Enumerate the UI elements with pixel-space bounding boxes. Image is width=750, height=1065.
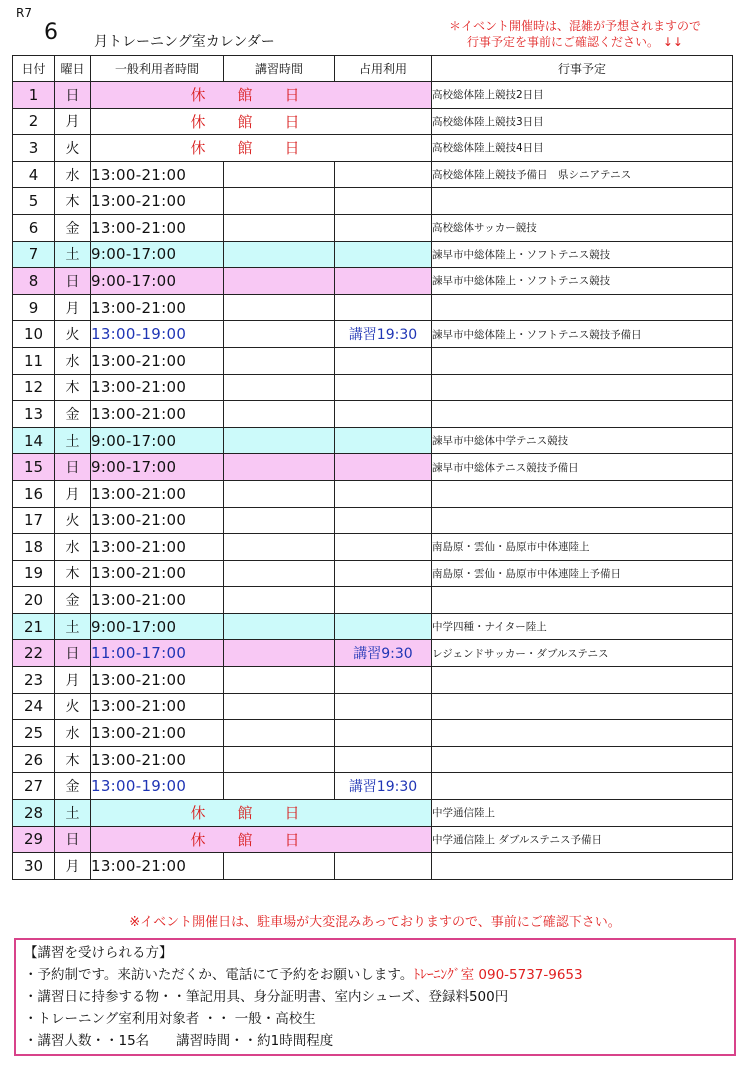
event-cell [432, 693, 733, 720]
general-hours-cell: 13:00-21:00 [91, 188, 224, 215]
event-cell [432, 347, 733, 374]
event-cell [432, 587, 733, 614]
lecture-time-cell [224, 480, 335, 507]
parking-note: ※イベント開催日は、駐車場が大変混みあっておりますので、事前にご確認下さい。 [129, 915, 621, 930]
weekday-cell: 木 [55, 746, 91, 773]
calendar-row [13, 480, 733, 507]
general-hours-cell: 13:00-21:00 [91, 720, 224, 747]
weekday-cell: 土 [55, 800, 91, 827]
lecture-time-cell [224, 374, 335, 401]
weekday-cell: 水 [55, 720, 91, 747]
calendar-row [13, 746, 733, 773]
weekday-cell: 水 [55, 161, 91, 188]
exclusive-use-cell [335, 454, 432, 481]
day-cell: 24 [13, 693, 55, 720]
info-items-to-bring: ・講習日に持参する物・・筆記用具、身分証明書、室内シューズ、登録料500円 [24, 989, 509, 1005]
exclusive-use-cell [335, 427, 432, 454]
lecture-time-cell [224, 401, 335, 428]
era-label: R7 [16, 6, 32, 20]
calendar-row [13, 773, 733, 800]
exclusive-use-cell [335, 401, 432, 428]
general-hours-cell: 13:00-19:00 [91, 773, 224, 800]
event-cell [432, 853, 733, 880]
event-cell [432, 188, 733, 215]
day-cell: 17 [13, 507, 55, 534]
general-hours-cell: 13:00-21:00 [91, 161, 224, 188]
calendar-row [13, 82, 733, 109]
day-cell: 27 [13, 773, 55, 800]
day-cell: 15 [13, 454, 55, 481]
day-cell: 4 [13, 161, 55, 188]
exclusive-use-cell [335, 667, 432, 694]
calendar-row [13, 720, 733, 747]
calendar-row [13, 161, 733, 188]
month-number: 6 [44, 20, 58, 45]
exclusive-use-cell: 講習9:30 [335, 640, 432, 667]
weekday-cell: 日 [55, 826, 91, 853]
event-cell: 高校総体陸上競技予備日 県シニアテニス [432, 161, 733, 188]
calendar-table [12, 55, 733, 880]
weekday-cell: 火 [55, 693, 91, 720]
day-cell: 19 [13, 560, 55, 587]
calendar-row [13, 214, 733, 241]
event-cell: 諫早市中総体陸上・ソフトテニス競技 [432, 268, 733, 295]
general-hours-cell: 13:00-21:00 [91, 560, 224, 587]
lecture-time-cell [224, 241, 335, 268]
calendar-header-row [13, 56, 733, 82]
day-cell: 25 [13, 720, 55, 747]
day-cell: 8 [13, 268, 55, 295]
event-cell: 高校総体サッカー競技 [432, 214, 733, 241]
general-hours-cell: 13:00-21:00 [91, 746, 224, 773]
event-cell: 高校総体陸上競技2日目 [432, 82, 733, 109]
weekday-cell: 火 [55, 321, 91, 348]
page-title: 月トレーニング室カレンダー [94, 34, 275, 50]
event-cell [432, 667, 733, 694]
calendar-row [13, 374, 733, 401]
event-cell [432, 401, 733, 428]
column-header-exclusive-use: 占用利用 [335, 56, 432, 82]
lecture-time-cell [224, 613, 335, 640]
exclusive-use-cell [335, 347, 432, 374]
weekday-cell: 水 [55, 347, 91, 374]
exclusive-use-cell [335, 853, 432, 880]
calendar-row [13, 693, 733, 720]
weekday-cell: 日 [55, 82, 91, 109]
weekday-cell: 土 [55, 427, 91, 454]
day-cell: 20 [13, 587, 55, 614]
general-hours-cell: 9:00-17:00 [91, 454, 224, 481]
exclusive-use-cell [335, 534, 432, 561]
lecture-time-cell [224, 507, 335, 534]
calendar-row [13, 640, 733, 667]
day-cell: 13 [13, 401, 55, 428]
general-hours-cell: 13:00-21:00 [91, 480, 224, 507]
exclusive-use-cell [335, 188, 432, 215]
lecture-info-box [14, 938, 736, 1056]
exclusive-use-cell: 講習19:30 [335, 321, 432, 348]
day-cell: 2 [13, 108, 55, 135]
event-cell [432, 294, 733, 321]
exclusive-use-cell [335, 374, 432, 401]
lecture-time-cell [224, 427, 335, 454]
exclusive-use-cell: 講習19:30 [335, 773, 432, 800]
event-cell [432, 720, 733, 747]
lecture-time-cell [224, 773, 335, 800]
calendar-row [13, 853, 733, 880]
closed-cell: 休館日 [91, 82, 432, 109]
column-header-general-hours: 一般利用者時間 [91, 56, 224, 82]
calendar-row [13, 800, 733, 827]
weekday-cell: 木 [55, 560, 91, 587]
day-cell: 3 [13, 135, 55, 162]
lecture-time-cell [224, 294, 335, 321]
weekday-cell: 月 [55, 480, 91, 507]
day-cell: 6 [13, 214, 55, 241]
calendar-row [13, 534, 733, 561]
weekday-cell: 金 [55, 773, 91, 800]
general-hours-cell: 13:00-21:00 [91, 667, 224, 694]
lecture-time-cell [224, 693, 335, 720]
calendar-row [13, 507, 733, 534]
lecture-time-cell [224, 667, 335, 694]
event-cell [432, 480, 733, 507]
general-hours-cell: 11:00-17:00 [91, 640, 224, 667]
lecture-time-cell [224, 454, 335, 481]
info-heading: 【講習を受けられる方】 [24, 945, 173, 961]
general-hours-cell: 9:00-17:00 [91, 241, 224, 268]
event-notice-line1: ＊イベント開催時は、混雑が予想されますので [448, 19, 701, 33]
weekday-cell: 水 [55, 534, 91, 561]
event-cell: 高校総体陸上競技4日目 [432, 135, 733, 162]
event-cell: 中学通信陸上 [432, 800, 733, 827]
calendar-row [13, 321, 733, 348]
lecture-time-cell [224, 214, 335, 241]
exclusive-use-cell [335, 294, 432, 321]
calendar-row [13, 135, 733, 162]
day-cell: 1 [13, 82, 55, 109]
general-hours-cell: 13:00-21:00 [91, 534, 224, 561]
weekday-cell: 月 [55, 108, 91, 135]
general-hours-cell: 13:00-21:00 [91, 507, 224, 534]
event-cell: 諫早市中総体陸上・ソフトテニス競技予備日 [432, 321, 733, 348]
weekday-cell: 日 [55, 454, 91, 481]
info-eligible-users: ・トレーニング室利用対象者 ・・ 一般・高校生 [24, 1011, 316, 1027]
lecture-time-cell [224, 853, 335, 880]
event-cell: 中学通信陸上 ダブルステニス予備日 [432, 826, 733, 853]
lecture-time-cell [224, 560, 335, 587]
exclusive-use-cell [335, 161, 432, 188]
day-cell: 21 [13, 613, 55, 640]
exclusive-use-cell [335, 587, 432, 614]
closed-cell: 休館日 [91, 800, 432, 827]
general-hours-cell: 13:00-21:00 [91, 347, 224, 374]
weekday-cell: 金 [55, 401, 91, 428]
day-cell: 29 [13, 826, 55, 853]
day-cell: 14 [13, 427, 55, 454]
info-reservation-text: ・予約制です。来訪いただくか、電話にて予約をお願いします。 [24, 967, 414, 983]
day-cell: 7 [13, 241, 55, 268]
weekday-cell: 木 [55, 374, 91, 401]
calendar-row [13, 667, 733, 694]
exclusive-use-cell [335, 693, 432, 720]
calendar-row [13, 347, 733, 374]
exclusive-use-cell [335, 214, 432, 241]
event-notice-line2: 行事予定を事前にご確認ください。 ↓↓ [467, 35, 683, 49]
lecture-time-cell [224, 188, 335, 215]
weekday-cell: 木 [55, 188, 91, 215]
calendar-row [13, 241, 733, 268]
general-hours-cell: 9:00-17:00 [91, 613, 224, 640]
calendar-row [13, 613, 733, 640]
weekday-cell: 月 [55, 294, 91, 321]
calendar-row [13, 587, 733, 614]
day-cell: 11 [13, 347, 55, 374]
event-cell: 諫早市中総体中学テニス競技 [432, 427, 733, 454]
day-cell: 12 [13, 374, 55, 401]
event-cell: 諫早市中総体陸上・ソフトテニス競技 [432, 241, 733, 268]
lecture-time-cell [224, 640, 335, 667]
general-hours-cell: 13:00-19:00 [91, 321, 224, 348]
closed-cell: 休館日 [91, 108, 432, 135]
exclusive-use-cell [335, 507, 432, 534]
general-hours-cell: 13:00-21:00 [91, 214, 224, 241]
exclusive-use-cell [335, 720, 432, 747]
calendar-row [13, 188, 733, 215]
lecture-time-cell [224, 746, 335, 773]
exclusive-use-cell [335, 746, 432, 773]
lecture-time-cell [224, 347, 335, 374]
column-header-lecture-time: 講習時間 [224, 56, 335, 82]
event-cell [432, 746, 733, 773]
general-hours-cell: 9:00-17:00 [91, 268, 224, 295]
day-cell: 16 [13, 480, 55, 507]
day-cell: 28 [13, 800, 55, 827]
exclusive-use-cell [335, 560, 432, 587]
event-cell: 中学四種・ナイター陸上 [432, 613, 733, 640]
event-notice [420, 18, 730, 50]
closed-cell: 休館日 [91, 826, 432, 853]
weekday-cell: 日 [55, 268, 91, 295]
weekday-cell: 金 [55, 587, 91, 614]
lecture-time-cell [224, 720, 335, 747]
calendar-row [13, 454, 733, 481]
general-hours-cell: 13:00-21:00 [91, 294, 224, 321]
weekday-cell: 月 [55, 667, 91, 694]
weekday-cell: 火 [55, 507, 91, 534]
info-capacity: ・講習人数・・15名 講習時間・・約1時間程度 [24, 1033, 334, 1049]
event-cell [432, 374, 733, 401]
weekday-cell: 土 [55, 241, 91, 268]
lecture-time-cell [224, 587, 335, 614]
calendar-row [13, 108, 733, 135]
day-cell: 23 [13, 667, 55, 694]
lecture-time-cell [224, 268, 335, 295]
calendar-row [13, 401, 733, 428]
event-cell: 高校総体陸上競技3日目 [432, 108, 733, 135]
exclusive-use-cell [335, 480, 432, 507]
calendar-row [13, 427, 733, 454]
event-cell: 南島原・雲仙・島原市中体連陸上予備日 [432, 560, 733, 587]
info-phone: ﾄﾚｰﾆﾝｸﾞ室 090-5737-9653 [413, 967, 583, 983]
lecture-time-cell [224, 534, 335, 561]
day-cell: 9 [13, 294, 55, 321]
day-cell: 30 [13, 853, 55, 880]
calendar-row [13, 560, 733, 587]
weekday-cell: 日 [55, 640, 91, 667]
day-cell: 10 [13, 321, 55, 348]
exclusive-use-cell [335, 613, 432, 640]
general-hours-cell: 13:00-21:00 [91, 374, 224, 401]
exclusive-use-cell [335, 241, 432, 268]
weekday-cell: 月 [55, 853, 91, 880]
event-cell [432, 773, 733, 800]
column-header-weekday: 曜日 [55, 56, 91, 82]
event-cell [432, 507, 733, 534]
closed-cell: 休館日 [91, 135, 432, 162]
general-hours-cell: 9:00-17:00 [91, 427, 224, 454]
lecture-time-cell [224, 161, 335, 188]
calendar-row [13, 826, 733, 853]
exclusive-use-cell [335, 268, 432, 295]
calendar-row [13, 294, 733, 321]
day-cell: 26 [13, 746, 55, 773]
day-cell: 18 [13, 534, 55, 561]
day-cell: 5 [13, 188, 55, 215]
event-cell: 諫早市中総体テニス競技予備日 [432, 454, 733, 481]
weekday-cell: 金 [55, 214, 91, 241]
info-reservation [24, 964, 726, 986]
column-header-events: 行事予定 [432, 56, 733, 82]
event-cell: レジェンドサッカー・ダブルステニス [432, 640, 733, 667]
event-cell: 南島原・雲仙・島原市中体連陸上 [432, 534, 733, 561]
general-hours-cell: 13:00-21:00 [91, 587, 224, 614]
general-hours-cell: 13:00-21:00 [91, 401, 224, 428]
general-hours-cell: 13:00-21:00 [91, 853, 224, 880]
lecture-time-cell [224, 321, 335, 348]
weekday-cell: 火 [55, 135, 91, 162]
day-cell: 22 [13, 640, 55, 667]
weekday-cell: 土 [55, 613, 91, 640]
calendar-row [13, 268, 733, 295]
column-header-date: 日付 [13, 56, 55, 82]
general-hours-cell: 13:00-21:00 [91, 693, 224, 720]
